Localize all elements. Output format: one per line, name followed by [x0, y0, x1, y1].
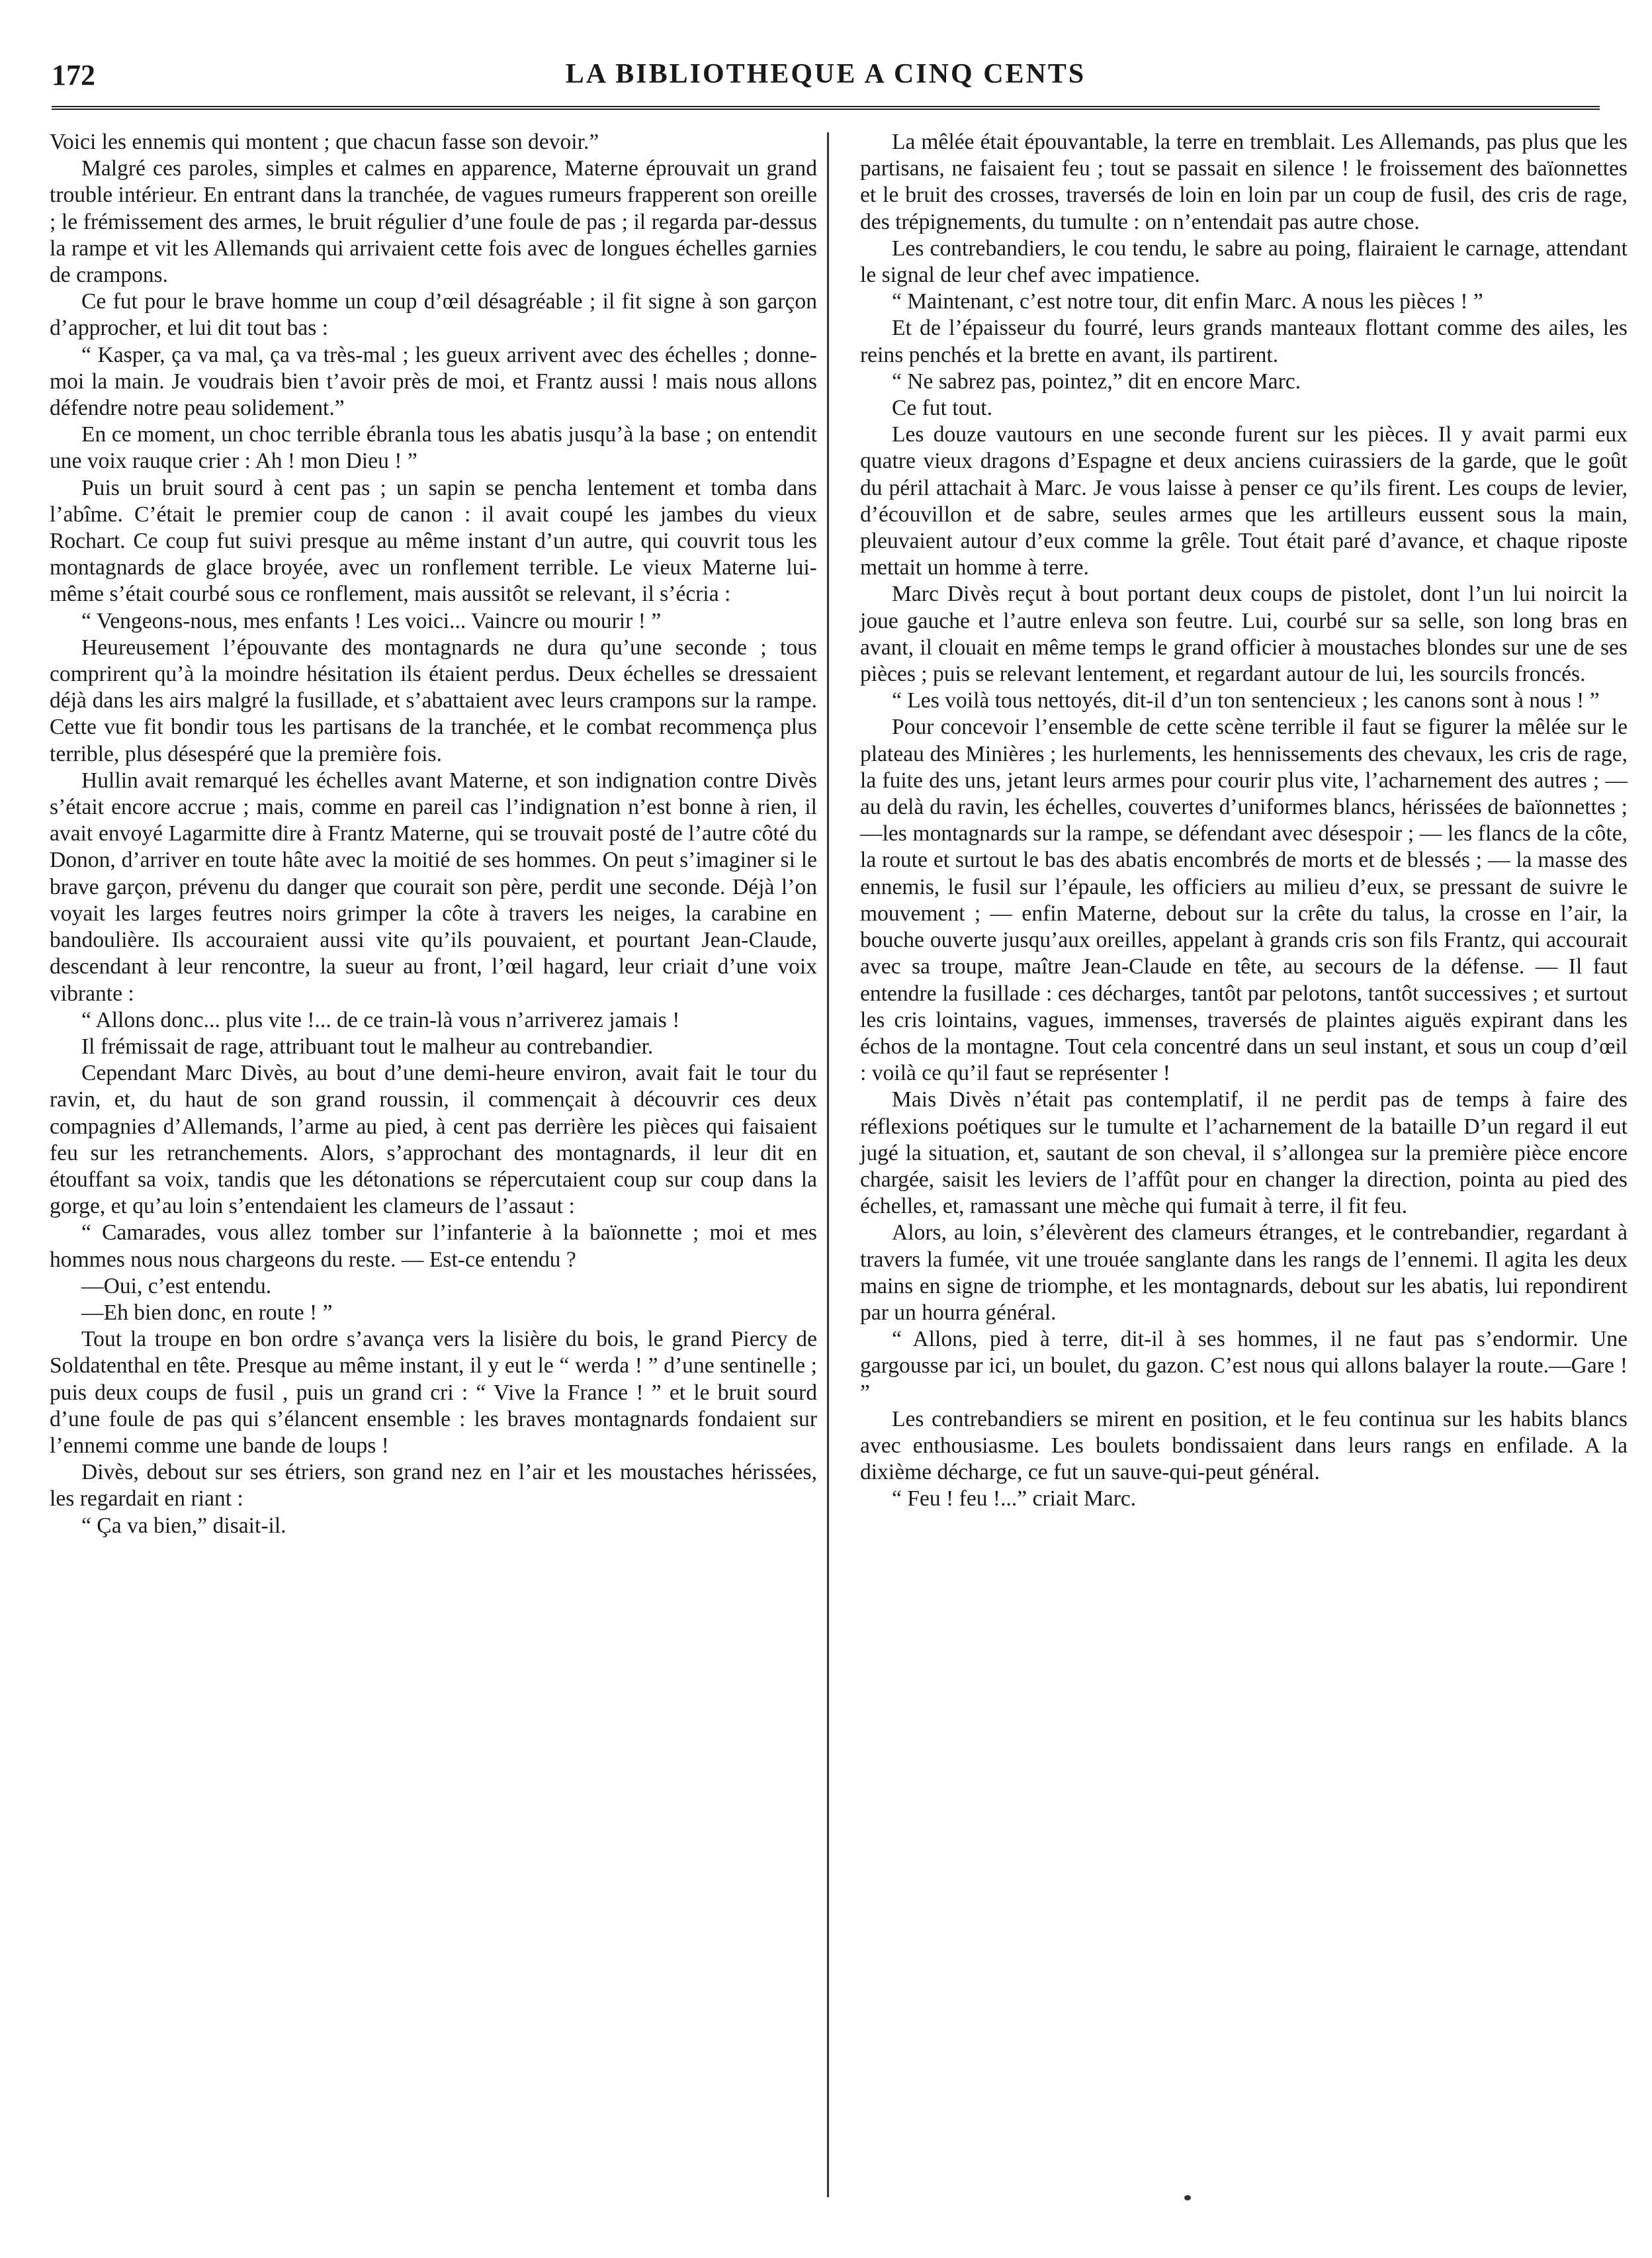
- paragraph: Divès, debout sur ses étriers, son grand nez en l’air et les moustaches hérissées, les regardait en riant :: [50, 1460, 817, 1512]
- paragraph: “ Maintenant, c’est notre tour, dit enfin Marc. A nous les pièces ! ”: [892, 289, 1483, 314]
- paragraph: “ Les voilà tous nettoyés, dit-il d’un ton sentencieux ; les canons sont à nous ! ”: [892, 688, 1600, 713]
- paragraph: —Eh bien donc, en route ! ”: [81, 1300, 333, 1325]
- paragraph: Alors, au loin, s’élevèrent des clameurs étranges, et le contrebandier, regardant à travers la fumée, vit une trouée sanglante dans les rangs de l’ennemi. Il agita les deux mains en signe de triomphe, et les montagnards, debout sur les abatis, lui repondirent par un hourra général.: [860, 1220, 1628, 1325]
- paragraph: Les contrebandiers, le cou tendu, le sabre au poing, flairaient le carnage, attendant le signal de leur chef avec impatience.: [860, 236, 1628, 288]
- paragraph: Et de l’épaisseur du fourré, leurs grands manteaux flottant comme des ailes, les reins penchés et la brette en avant, ils partirent.: [860, 316, 1628, 367]
- page-bottom-mark: [1184, 2195, 1191, 2200]
- paragraph: “ Ça va bien,” disait-il.: [81, 1513, 286, 1538]
- column-divider: [827, 132, 829, 2197]
- paragraph: Mais Divès n’était pas contemplatif, il ne perdit pas de temps à faire des réflexions poétiques sur le tumulte et l’acharnement de la bataille D’un regard il eut jugé la situation, et, sautant de son cheval, il s’allongea sur la première pièce encore chargée, saisit les leviers de l’affût pour en changer la direction, pointa au pied des échelles, et, ramassant une mèche qui fumait à terre, il fit feu.: [860, 1087, 1628, 1219]
- page-number: 172: [52, 59, 95, 91]
- paragraph: Les contrebandiers se mirent en position, et le feu continua sur les habits blancs avec enthousiasme. Les boulets bondissaient dans leurs rangs en enfilade. A la dixième décharge, ce fut un sauve-qui-peut général.: [860, 1406, 1628, 1485]
- paragraph: —Oui, c’est entendu.: [81, 1273, 272, 1298]
- paragraph: Il frémissait de rage, attribuant tout le malheur au contrebandier.: [81, 1034, 654, 1059]
- paragraph: Les douze vautours en une seconde furent sur les pièces. Il y avait parmi eux quatre vieux dragons d’Espagne et deux anciens cuirassiers de la garde, que le goût du péril attachait à Marc. Je vous laisse à penser ce qu’ils firent. Les coups de levier, d’écouvillon et de sabre, seules armes que les artilleurs eussent sous la main, pleuvaient autour d’eux comme la grêle. Tout était paré d’avance, et chaque riposte mettait un homme à terre.: [860, 422, 1628, 580]
- right-column: [860, 129, 1628, 1513]
- paragraph: La mêlée était épouvantable, la terre en tremblait. Les Allemands, pas plus que les partisans, ne faisaient feu ; tout se passait en silence ! le froissement des baïonnettes et le bruit des crosses, traversés de loin en loin par un coup de fusil, des cris de rage, des trépignements, du tumulte : on n’entendait pas autre chose.: [860, 130, 1628, 234]
- paragraph: “ Allons, pied à terre, dit-il à ses hommes, il ne faut pas s’endormir. Une gargousse par ici, un boulet, du gazon. C’est nous qui allons balayer la route.—Gare ! ”: [860, 1327, 1628, 1405]
- paragraph: “ Camarades, vous allez tomber sur l’infanterie à la baïonnette ; moi et mes hommes nous nous chargeons du reste. — Est-ce entendu ?: [50, 1220, 817, 1272]
- paragraph: Heureusement l’épouvante des montagnards ne dura qu’une seconde ; tous comprirent qu’à la moindre hésitation ils étaient perdus. Deux échelles se dressaient déjà dans les airs malgré la fusillade, et s’abattaient avec leurs crampons sur la rampe. Cette vue fit bondir tous les partisans de la tranchée, et le combat recommença plus terrible, plus désespéré que la première fois.: [50, 635, 817, 766]
- paragraph: Pour concevoir l’ensemble de cette scène terrible il faut se figurer la mêlée sur le plateau des Minières ; les hurlements, les hennissements des chevaux, les cris de rage, la fuite des uns, jetant leurs armes pour courir plus vite, l’acharnement des autres ; — au delà du ravin, les échelles, couvertes d’uniformes blancs, hérissées de baïonnettes ;—les montagnards sur la rampe, se défendant avec désespoir ; — les flancs de la côte, la route et surtout le bas des abatis encombrés de morts et de blessés ; — la masse des ennemis, le fusil sur l’épaule, les officiers au milieu d’eux, se pressant de suivre le mouvement ; — enfin Materne, debout sur la crête du talus, la crosse en l’air, la bouche ouverte jusqu’aux oreilles, appelant à grands cris son fils Frantz, qui accourait avec sa troupe, maître Jean-Claude en tête, au secours de la défense. — Il faut entendre la fusillade : ces décharges, tantôt par pelotons, tantôt successives ; et surtout les cris lointains, vagues, immenses, traversés de plaintes aiguës expirant dans les échos de la montagne. Tout cela concentré dans un seul instant, et sous un coup d’œil : voilà ce qu’il faut se représenter !: [860, 715, 1628, 1086]
- page-header: [52, 58, 1600, 105]
- paragraph: “ Kasper, ça va mal, ça va très-mal ; les gueux arrivent avec des échelles ; donne-moi la main. Je voudrais bien t’avoir près de moi, et Frantz aussi ! mais nous allons défendre notre peau solidement.”: [50, 342, 817, 421]
- paragraph: Tout la troupe en bon ordre s’avança vers la lisière du bois, le grand Piercy de Soldatenthal en tête. Presque au même instant, il y eut le “ werda ! ” d’une sentinelle ; puis deux coups de fusil , puis un grand cri : “ Vive la France ! ” et le bruit sourd d’une foule de pas qui s’élancent ensemble : les braves montagnards fondaient sur l’ennemi comme une bande de loups !: [50, 1327, 817, 1458]
- paragraph: Hullin avait remarqué les échelles avant Materne, et son indignation contre Divès s’était encore accrue ; mais, comme en pareil cas l’indignation n’est bonne à rien, il avait envoyé Lagarmitte dire à Frantz Materne, qui se trouvait posté de l’autre côté du Donon, d’arriver en toute hâte avec la moitié de ses hommes. On peut s’imaginer si le brave garçon, prévenu du danger que courait son père, perdit une seconde. Déjà l’on voyait les larges feutres noirs grimper la côte à travers les neiges, la carabine en bandoulière. Ils accouraient aussi vite qu’ils pouvaient, et pourtant Jean-Claude, descendant à leur rencontre, la sueur au front, l’œil hagard, leur criait d’une voix vibrante :: [50, 768, 817, 1006]
- paragraph: Voici les ennemis qui montent ; que chacun fasse son devoir.”: [50, 130, 599, 154]
- paragraph: Ce fut pour le brave homme un coup d’œil désagréable ; il fit signe à son garçon d’approcher, et lui dit tout bas :: [50, 289, 817, 341]
- running-title: LA BIBLIOTHEQUE A CINQ CENTS: [565, 59, 1086, 89]
- header-rule: [52, 106, 1600, 110]
- paragraph: “ Ne sabrez pas, pointez,” dit en encore Marc.: [892, 369, 1301, 394]
- paragraph: “ Feu ! feu !...” criait Marc.: [892, 1486, 1137, 1512]
- paragraph: Puis un bruit sourd à cent pas ; un sapin se pencha lentement et tomba dans l’abîme. C’était le premier coup de canon : il avait coupé les jambes du vieux Rochart. Ce coup fut suivi presque au même instant d’un autre, qui couvrit tous les montagnards de glace broyée, avec un ronflement terrible. Le vieux Materne lui-même s’était courbé sous ce ronflement, mais aussitôt se relevant, il s’écria :: [50, 475, 817, 607]
- paragraph: Cependant Marc Divès, au bout d’une demi-heure environ, avait fait le tour du ravin, et, du haut de son grand roussin, il commençait à découvrir ces deux compagnies d’Allemands, l’arme au pied, à cent pas derrière les pièces qui faisaient feu sur les retranchements. Alors, s’approchant des montagnards, il leur dit en étouffant sa voix, tandis que les détonations se répercutaient coup sur coup dans la gorge, et qu’au loin s’entendaient les clameurs de l’assaut :: [50, 1061, 817, 1219]
- paragraph: Malgré ces paroles, simples et calmes en apparence, Materne éprouvait un grand trouble intérieur. En entrant dans la tranchée, de vagues rumeurs frapperent son oreille ; le frémissement des armes, le bruit régulier d’une foule de pas ; il regarda par-dessus la rampe et vit les Allemands qui arrivaient cette fois avec de longues échelles garnies de crampons.: [50, 156, 817, 288]
- paragraph: Marc Divès reçut à bout portant deux coups de pistolet, dont l’un lui noircit la joue gauche et l’autre enleva son feutre. Lui, courbé sur sa selle, son long bras en avant, il clouait en même temps le grand officier à moustaches blondes sur une de ses pièces ; puis se relevant lentement, et regardant autour de lui, les sourcils froncés.: [860, 582, 1628, 687]
- paragraph: Ce fut tout.: [892, 396, 993, 421]
- paragraph: En ce moment, un choc terrible ébranla tous les abatis jusqu’à la base ; on entendit une voix rauque crier : Ah ! mon Dieu ! ”: [50, 422, 817, 474]
- paragraph: “ Vengeons-nous, mes enfants ! Les voici... Vaincre ou mourir ! ”: [81, 608, 662, 633]
- left-column: [50, 129, 817, 1539]
- paragraph: “ Allons donc... plus vite !... de ce train-là vous n’arriverez jamais !: [81, 1007, 680, 1032]
